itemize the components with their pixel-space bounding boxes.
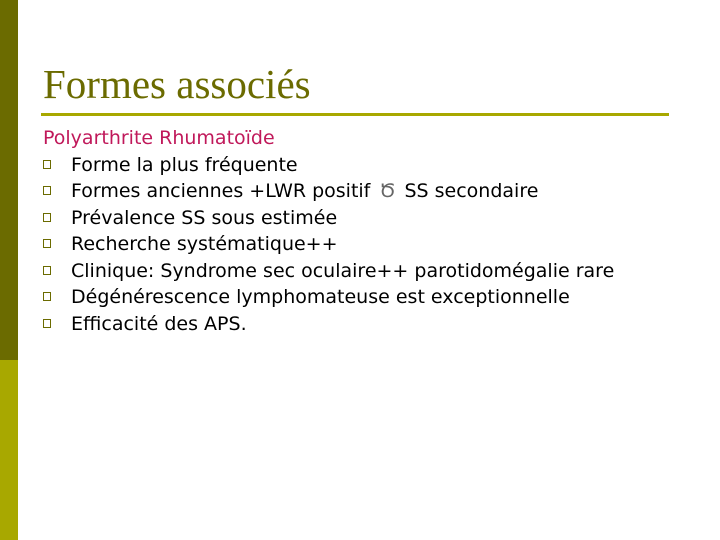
slide-content	[43, 125, 703, 337]
title-divider	[41, 113, 669, 116]
bullet-text: Prévalence SS sous estimée	[71, 206, 338, 229]
symbol-glyph: Ծ	[379, 180, 396, 202]
hollow-square-icon	[43, 292, 51, 301]
hollow-square-icon	[43, 239, 51, 248]
bullet-text: Formes anciennes +LWR positif	[71, 180, 371, 202]
bullet-list	[43, 152, 703, 338]
hollow-square-icon	[43, 319, 51, 328]
bullet-text: Clinique: Syndrome sec oculaire++ parotidomégalie rare	[71, 259, 615, 282]
hollow-square-icon	[43, 266, 51, 275]
side-bar-bottom	[0, 360, 18, 540]
bullet-item	[43, 284, 703, 311]
bullet-item	[43, 231, 703, 258]
bullet-text: Dégénérescence lymphomateuse est exceptionnelle	[71, 286, 570, 308]
bullet-item	[43, 258, 703, 285]
bullet-text: SS secondaire	[404, 180, 539, 202]
subheading: Polyarthrite Rhumatoïde	[43, 127, 275, 149]
hollow-square-icon	[43, 160, 51, 169]
bullet-item	[43, 205, 703, 232]
side-bar-top	[0, 0, 18, 360]
bullet-item	[43, 152, 703, 179]
bullet-text: Recherche systématique++	[71, 233, 338, 255]
bullet-text: Efficacité des APS.	[71, 312, 247, 335]
bullet-text: Forme la plus fréquente	[71, 153, 298, 176]
hollow-square-icon	[43, 213, 51, 222]
bullet-item	[43, 311, 703, 338]
bullet-item	[43, 178, 703, 205]
hollow-square-icon	[43, 186, 51, 195]
slide-title: Formes associés	[43, 61, 311, 107]
